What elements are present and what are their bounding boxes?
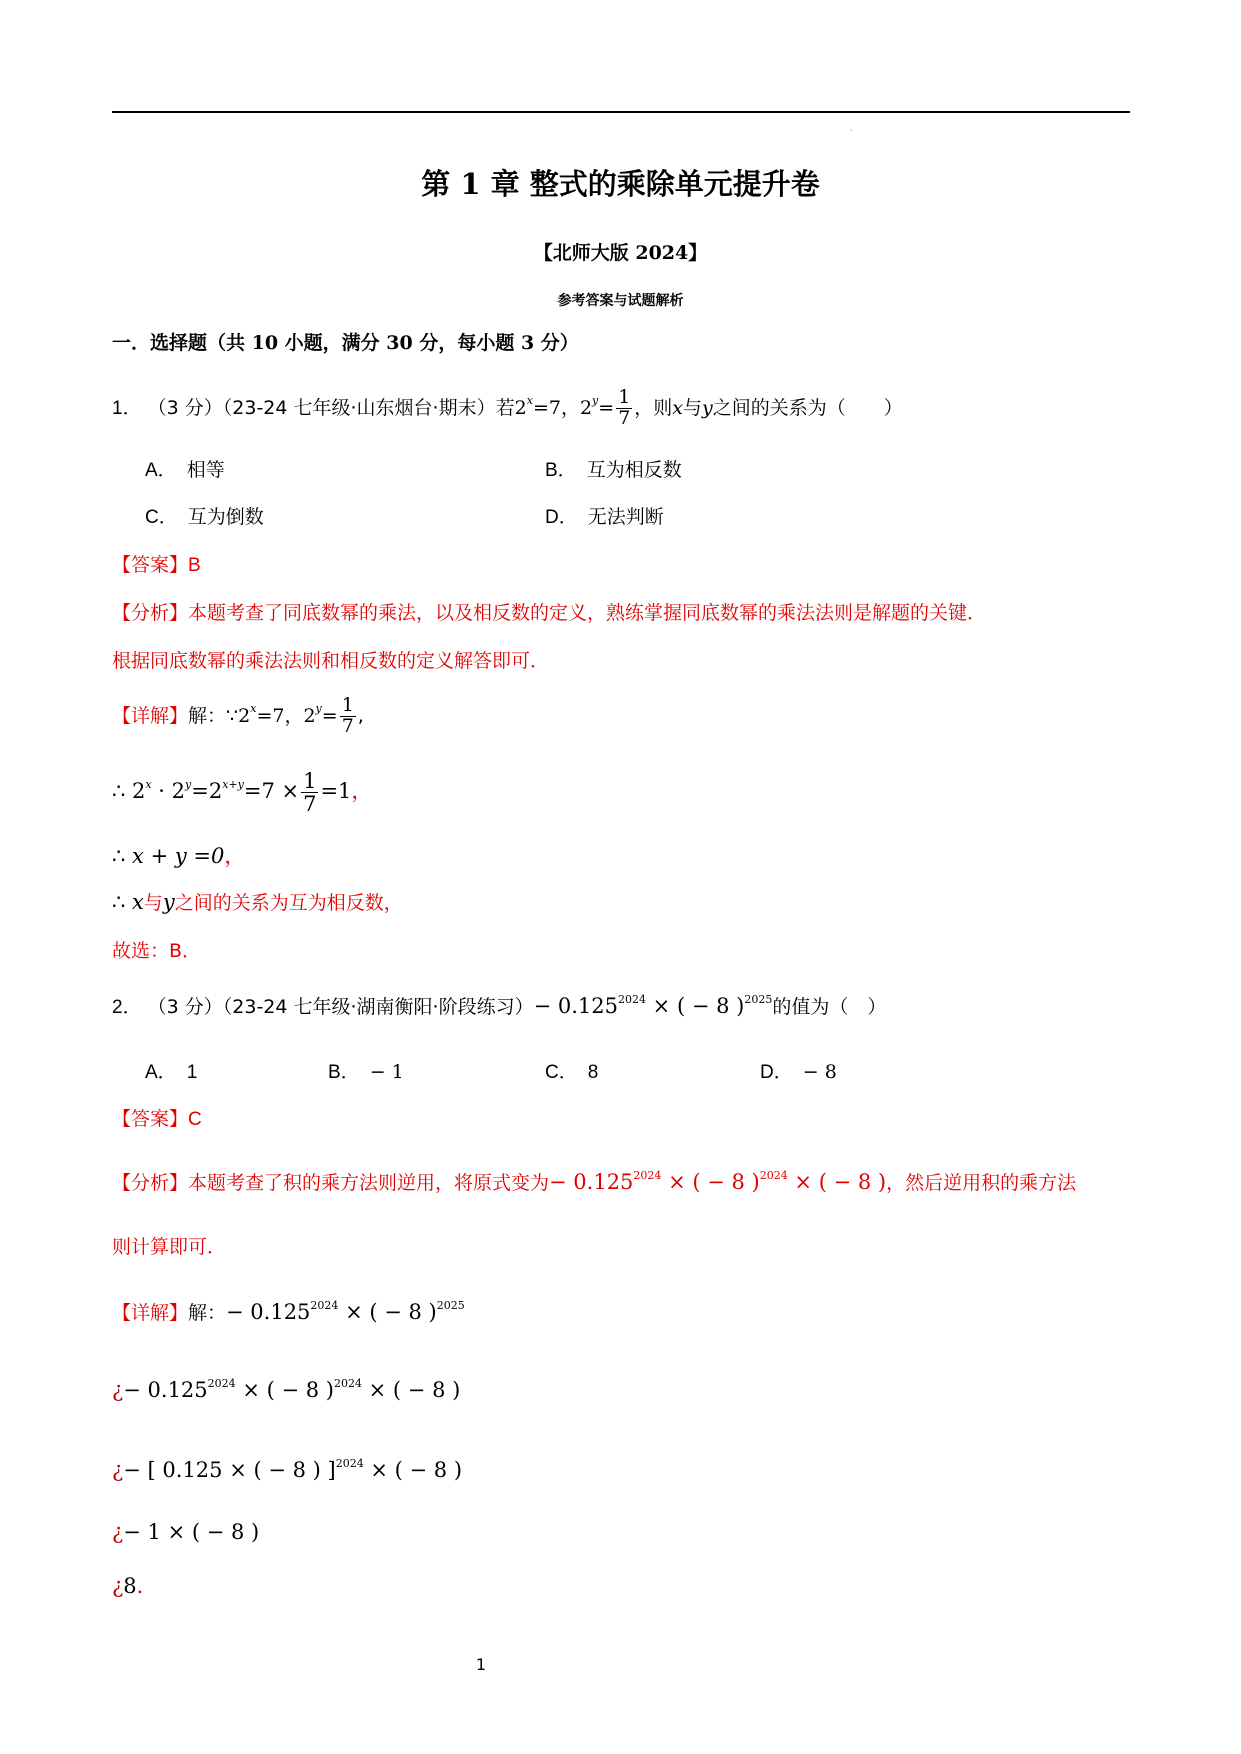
- fraction-one-seventh: $\frac{1}{7}$: [618, 386, 631, 429]
- q1-step-3: ∴ x与y之间的关系为互为相反数，: [112, 890, 403, 914]
- q2-step-3: ¿− 1 × ( − 8 ): [112, 1520, 260, 1544]
- q1-step-2: ∴ x + y =0，: [112, 844, 246, 868]
- q1-choice: 故选：B．: [112, 940, 202, 962]
- q1-option-c: C． 互为倒数: [145, 506, 264, 528]
- question-1-stem: 1． （3 分）（23-24 七年级·山东烟台·期末）若$2^x=7$，$2^y=$ $\frac{1}{7}$ ，则x与y之间的关系为（ ）: [112, 386, 903, 429]
- q2-detail-line: 【详解】解：− $0.125^{2024}$ × ( − 8 )$^{2025}$: [112, 1299, 465, 1324]
- q2-option-b: B． − 1: [328, 1061, 404, 1083]
- q1-analysis-line1: 【分析】本题考查了同底数幂的乘法，以及相反数的定义，熟练掌握同底数幂的乘法法则是解题的关键．: [112, 602, 987, 624]
- question-2-stem: 2． （3 分）（23-24 七年级·湖南衡阳·阶段练习）− $0.125^{2024}$ × ( − 8 )$^{2025}$的值为（ ）: [112, 993, 887, 1018]
- q1-detail-line: 【详解】解：$\because 2^x=7$，$2^y=$ $\frac{1}{7}$ ,: [112, 694, 364, 737]
- page-title: 第 1 章 整式的乘除单元提升卷: [421, 167, 820, 201]
- q2-step-2: ¿− [ 0.125 × ( − 8 ) ]$^{2024}$ × ( − 8 ): [112, 1457, 463, 1482]
- q2-option-c: C． 8: [545, 1062, 599, 1083]
- answer-key-subtitle: 参考答案与试题解析: [557, 293, 684, 309]
- q2-step-1: ¿− $0.125^{2024}$ × ( − 8 )$^{2024}$ × ( − 8 ): [112, 1377, 461, 1402]
- q2-step-4: ¿8．: [112, 1574, 158, 1598]
- section-heading: 一．选择题（共 10 小题，满分 30 分，每小题 3 分）: [112, 332, 579, 354]
- header-dot: ·: [850, 126, 853, 135]
- q2-analysis-line2: 则计算即可．: [112, 1236, 227, 1258]
- q1-answer: 【答案】B: [112, 554, 201, 576]
- q2-option-d: D． − 8: [760, 1061, 837, 1083]
- q2-answer: 【答案】C: [112, 1108, 202, 1130]
- q1-step-1: ∴ $2^x \cdot 2^y=2^{x+y}=7$ × $\frac{1}{7}$ =1，: [112, 769, 373, 817]
- q1-option-d: D． 无法判断: [545, 506, 664, 528]
- q1-analysis-line2: 根据同底数幂的乘法法则和相反数的定义解答即可．: [112, 650, 550, 672]
- page-number: 1: [475, 1655, 487, 1674]
- q2-analysis-line1: 【分析】本题考查了积的乘方法则逆用，将原式变为− $0.125^{2024}$ × ( − 8 )$^{2024}$ × ( − 8 )，然后逆用积的乘方法: [112, 1169, 1077, 1194]
- q2-option-a: A． 1: [145, 1062, 198, 1083]
- edition-label: 【北师大版 2024】: [533, 242, 708, 264]
- q1-option-b: B． 互为相反数: [545, 459, 682, 481]
- q1-option-a: A． 相等: [145, 459, 225, 481]
- header-rule: [112, 111, 1130, 113]
